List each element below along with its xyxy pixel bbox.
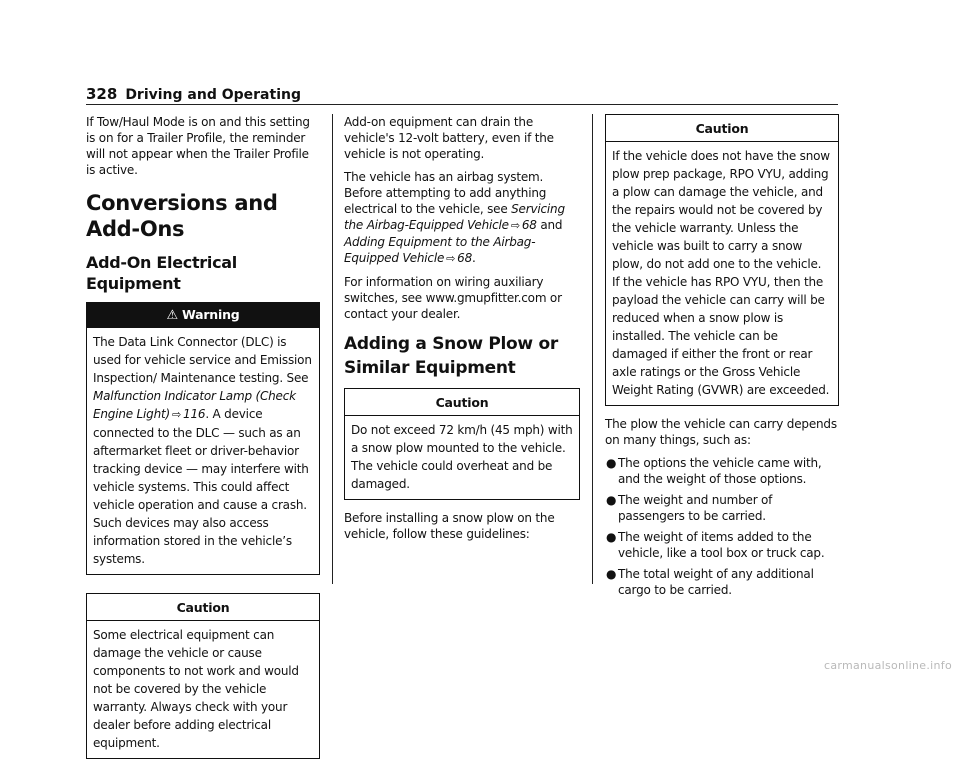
intro-paragraph: If Tow/Haul Mode is on and this setting is on for a Trailer Profile, the reminder will not appear when the Trailer Profile is active. (86, 115, 310, 177)
caution-text: If the vehicle does not have the snow plow prep package, RPO VYU, adding a plow can damage the vehicle, and the repairs would not be covered by the vehicle warranty. Unless the vehicle was built to carry a snow plow, do not add one to the vehicle. If the vehicle has RPO VYU, then the payload the vehicle can carry will be reduced when a snow plow is installed. The vehicle can be damaged if either the front or rear axle ratings or the Gross Vehicle Weight Rating (GVWR) are exceeded. (612, 149, 830, 397)
column-2 (344, 114, 580, 549)
column-divider-2 (592, 114, 593, 584)
bullet-icon: ● (606, 456, 617, 470)
section-heading-snowplow: Adding a Snow Plow or Similar Equipment (344, 334, 558, 378)
page-reference-arrow-icon: ⇨ (171, 408, 182, 421)
airbag-text: The vehicle has an airbag system. Before attempting to add anything electrical to the vehicle, see (344, 170, 547, 216)
airbag-end: . (472, 251, 476, 265)
caution-box-speed (344, 388, 580, 500)
battery-paragraph: Add-on equipment can drain the vehicle's 12-volt battery, even if the vehicle is not operating. (344, 115, 554, 161)
airbag-ref-page-1[interactable]: 68 (521, 218, 537, 232)
warning-text-b: . A device connected to the DLC — such as an aftermarket fleet or driver-behavior tracking device — may interfere with vehicle systems. This could affect vehicle operation and cause a crash. Such devices may also access information stored in the vehicle’s systems. (93, 407, 309, 566)
warning-text-a: The Data Link Connector (DLC) is used for vehicle service and Emission Inspection/ Maintenance testing. See (93, 335, 312, 385)
column-divider-1 (332, 114, 333, 584)
warning-ref-link[interactable]: Malfunction Indicator Lamp (Check Engine Light) (93, 389, 296, 421)
page-reference-arrow-icon: ⇨ (446, 252, 456, 265)
column-3 (605, 114, 839, 603)
bullet-icon: ● (606, 530, 617, 544)
caution-text: Do not exceed 72 km/h (45 mph) with a snow plow mounted to the vehicle. The vehicle could overheat and be damaged. (351, 423, 573, 491)
list-item (605, 492, 839, 524)
list-item-text: The total weight of any additional cargo to be carried. (618, 567, 814, 597)
wiring-paragraph: For information on wiring auxiliary switches, see www.gmupfitter.com or contact your dealer. (344, 275, 562, 321)
plow-factors-list (605, 455, 839, 598)
watermark: carmanualsonline.info (823, 659, 952, 672)
airbag-ref-link-2[interactable]: Adding Equipment to the Airbag-Equipped Vehicle (344, 235, 536, 265)
list-item-text: The weight of items added to the vehicle, like a tool box or truck cap. (618, 530, 825, 560)
caution-box-electrical (86, 593, 320, 759)
column-1 (86, 114, 320, 769)
warning-body (87, 328, 319, 574)
caution-title: Caution (345, 389, 579, 416)
section-title: Driving and Operating (125, 87, 301, 103)
page-number: 328 (86, 85, 118, 103)
plow-capacity-paragraph: The plow the vehicle can carry depends on many things, such as: (605, 417, 837, 447)
list-item-text: The weight and number of passengers to be carried. (618, 493, 773, 523)
warning-triangle-icon: ⚠ (166, 308, 178, 323)
bullet-icon: ● (606, 493, 617, 507)
list-item (605, 455, 839, 487)
airbag-ref-link-1[interactable]: Servicing the Airbag-Equipped Vehicle (344, 202, 565, 232)
warning-title: Warning (181, 307, 240, 322)
bullet-icon: ● (606, 567, 617, 581)
airbag-paragraph (344, 169, 580, 267)
list-item (605, 529, 839, 561)
list-item (605, 566, 839, 598)
caution-title: Caution (87, 594, 319, 621)
guidelines-paragraph: Before installing a snow plow on the vehicle, follow these guidelines: (344, 511, 555, 541)
warning-header (87, 303, 319, 328)
chapter-heading: Conversions and Add-Ons (86, 191, 278, 241)
page-reference-arrow-icon: ⇨ (510, 219, 520, 232)
caution-text: Some electrical equipment can damage the vehicle or cause components to not work and would not be covered by the vehicle warranty. Always check with your dealer before adding electrical equipment. (93, 628, 299, 750)
page-header (86, 84, 838, 104)
list-item-text: The options the vehicle came with, and the weight of those options. (618, 456, 822, 486)
warning-box (86, 302, 320, 575)
airbag-ref-page-2[interactable]: 68 (457, 251, 473, 265)
airbag-and: and (536, 218, 563, 232)
section-heading-electrical: Add-On Electrical Equipment (86, 253, 237, 293)
header-rule (86, 104, 838, 105)
warning-ref-page[interactable]: 116 (183, 407, 206, 421)
caution-title: Caution (606, 115, 838, 142)
caution-box-snowplow (605, 114, 839, 406)
